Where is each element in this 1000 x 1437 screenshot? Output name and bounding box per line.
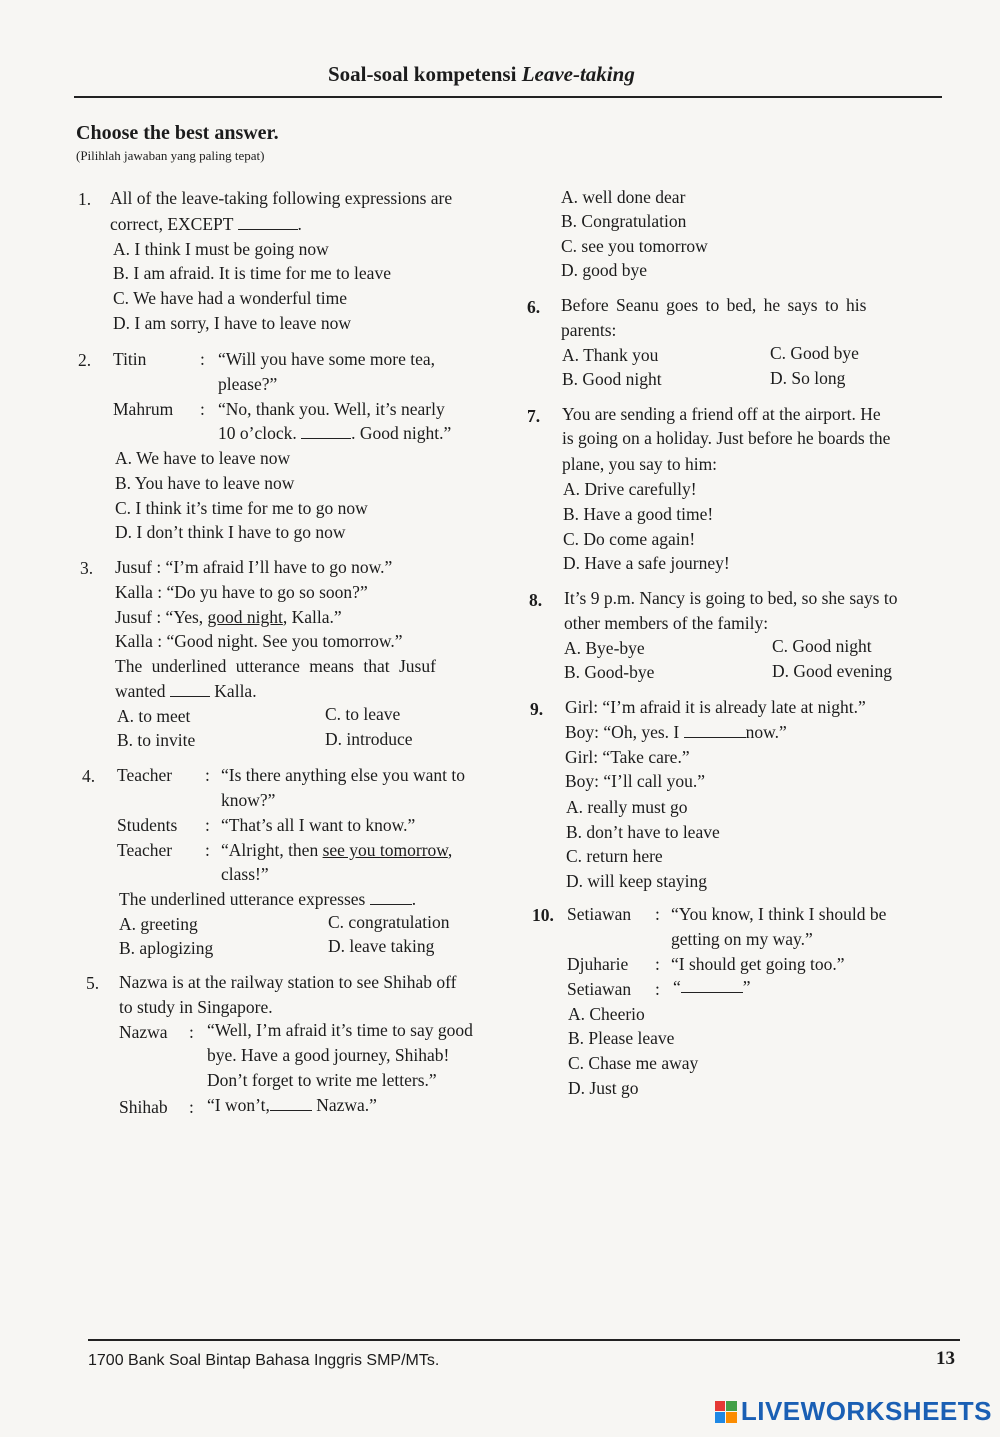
option-c[interactable]: C. return here — [566, 846, 663, 866]
instructions-sub: (Pilihlah jawaban yang paling tepat) — [76, 148, 265, 163]
speaker-label: Setiawan — [567, 979, 632, 999]
liveworksheets-badge-icon — [715, 1401, 737, 1423]
option-c[interactable]: C. see you tomorrow — [561, 236, 708, 256]
instructions-heading: Choose the best answer. — [76, 122, 279, 144]
colon: : — [205, 840, 210, 860]
question-number: 8. — [529, 590, 543, 610]
question-text: Nazwa is at the railway station to see Shihab off — [119, 972, 457, 992]
question-number: 10. — [532, 905, 554, 925]
footer-rule — [88, 1339, 960, 1341]
option-a[interactable]: A. well done dear — [561, 187, 686, 207]
option-b[interactable]: B. Good-bye — [564, 662, 655, 682]
speaker-label: Titin — [113, 349, 147, 369]
question-text: is going on a holiday. Just before he boards the — [562, 428, 891, 448]
speaker-label: Setiawan — [567, 904, 632, 924]
option-c[interactable]: C. to leave — [325, 704, 401, 724]
option-c[interactable]: C. Do come again! — [563, 529, 696, 549]
option-a[interactable]: A. Bye-bye — [564, 638, 645, 658]
dialogue-line: Kalla : “Do yu have to go so soon?” — [115, 582, 368, 602]
question-text: wanted Kalla. — [115, 681, 257, 701]
colon: : — [200, 349, 205, 369]
option-d[interactable]: D. will keep staying — [566, 871, 707, 891]
dialogue-line: Boy: “Oh, yes. I now.” — [565, 722, 787, 742]
option-d[interactable]: D. Good evening — [772, 661, 893, 681]
dialogue-line: “That’s all I want to know.” — [221, 815, 416, 835]
dialogue-line: “Will you have some more tea, — [218, 349, 435, 369]
speaker-label: Teacher — [117, 765, 173, 785]
footer-book-title: 1700 Bank Soal Bintap Bahasa Inggris SMP/MTs. — [88, 1352, 440, 1369]
dialogue-line: please?” — [218, 374, 278, 394]
dialogue-line: Girl: “Take care.” — [565, 747, 690, 767]
option-b[interactable]: B. You have to leave now — [115, 473, 295, 493]
dialogue-line: “ ” — [673, 977, 751, 997]
dialogue-line: Kalla : “Good night. See you tomorrow.” — [115, 631, 403, 651]
question-text: The underlined utterance means that Jusuf — [115, 656, 436, 676]
option-c[interactable]: C. congratulation — [328, 912, 450, 932]
option-d[interactable]: D. leave taking — [328, 936, 435, 956]
dialogue-line: class!” — [221, 864, 269, 884]
question-text: The underlined utterance expresses . — [119, 889, 417, 909]
option-b[interactable]: B. Please leave — [568, 1028, 675, 1048]
dialogue-line: getting on my way.” — [671, 929, 813, 949]
speaker-label: Students — [117, 815, 178, 835]
question-text: It’s 9 p.m. Nancy is going to bed, so she says to — [564, 588, 898, 608]
question-number: 6. — [527, 297, 541, 317]
dialogue-line: Boy: “I’ll call you.” — [565, 771, 705, 791]
dialogue-line: know?” — [221, 790, 276, 810]
dialogue-line: Jusuf : “I’m afraid I’ll have to go now.” — [115, 557, 393, 577]
dialogue-line: 10 o’clock. . Good night.” — [218, 423, 452, 443]
option-b[interactable]: B. don’t have to leave — [566, 822, 720, 842]
option-a[interactable]: A. Thank you — [562, 345, 659, 365]
option-b[interactable]: B. I am afraid. It is time for me to leave — [113, 263, 391, 283]
option-d[interactable]: D. good bye — [561, 260, 648, 280]
option-d[interactable]: D. I don’t think I have to go now — [115, 522, 346, 542]
liveworksheets-wordmark: LIVEWORKSHEETS — [740, 1396, 992, 1426]
option-b[interactable]: B. aplogizing — [119, 938, 214, 958]
option-b[interactable]: B. Congratulation — [561, 211, 687, 231]
option-b[interactable]: B. Good night — [562, 369, 662, 389]
option-a[interactable]: A. really must go — [566, 797, 688, 817]
question-number: 4. — [82, 766, 96, 786]
option-c[interactable]: C. We have had a wonderful time — [113, 288, 347, 308]
question-text: other members of the family: — [564, 613, 769, 633]
option-d[interactable]: D. So long — [770, 368, 846, 388]
colon: : — [205, 815, 210, 835]
colon: : — [655, 904, 660, 924]
option-a[interactable]: A. We have to leave now — [115, 448, 291, 468]
question-number: 3. — [80, 558, 94, 578]
option-a[interactable]: A. I think I must be going now — [113, 239, 329, 259]
dialogue-line: Jusuf : “Yes, good night, Kalla.” — [115, 607, 342, 627]
question-number: 5. — [86, 973, 100, 993]
option-b[interactable]: B. to invite — [117, 730, 196, 750]
speaker-label: Shihab — [119, 1097, 168, 1117]
option-c[interactable]: C. I think it’s time for me to go now — [115, 498, 368, 518]
colon: : — [189, 1022, 194, 1042]
dialogue-line: “You know, I think I should be — [671, 904, 887, 924]
colon: : — [200, 399, 205, 419]
dialogue-line: Don’t forget to write me letters.” — [207, 1070, 437, 1090]
option-d[interactable]: D. Just go — [568, 1078, 639, 1098]
colon: : — [189, 1097, 194, 1117]
option-d[interactable]: D. I am sorry, I have to leave now — [113, 313, 351, 333]
dialogue-line: bye. Have a good journey, Shihab! — [207, 1045, 450, 1065]
question-text: All of the leave-taking following expressions are — [110, 188, 453, 208]
dialogue-line: “I should get going too.” — [671, 954, 845, 974]
question-text: to study in Singapore. — [119, 997, 273, 1017]
question-text: Before Seanu goes to bed, he says to his — [561, 295, 867, 315]
speaker-label: Teacher — [117, 840, 173, 860]
page-title: Soal-soal kompetensi Leave-taking — [328, 62, 635, 86]
question-text: You are sending a friend off at the airport. He — [562, 404, 881, 424]
dialogue-line: “Alright, then see you tomorrow, — [221, 840, 453, 860]
question-number: 1. — [78, 189, 92, 209]
option-c[interactable]: C. Good night — [772, 636, 872, 656]
option-a[interactable]: A. to meet — [117, 706, 191, 726]
option-d[interactable]: D. Have a safe journey! — [563, 553, 730, 573]
liveworksheets-logo — [715, 1396, 992, 1427]
option-d[interactable]: D. introduce — [325, 729, 413, 749]
question-text: correct, EXCEPT . — [110, 214, 302, 234]
speaker-label: Djuharie — [567, 954, 629, 974]
question-number: 2. — [78, 350, 92, 370]
dialogue-line: “I won’t, Nazwa.” — [207, 1095, 377, 1115]
colon: : — [205, 765, 210, 785]
speaker-label: Mahrum — [113, 399, 174, 419]
dialogue-line: “Is there anything else you want to — [221, 765, 465, 785]
option-a[interactable]: A. Cheerio — [568, 1004, 645, 1024]
question-text: parents: — [561, 320, 617, 340]
colon: : — [655, 954, 660, 974]
option-b[interactable]: B. Have a good time! — [563, 504, 714, 524]
dialogue-line: Girl: “I’m afraid it is already late at night.” — [565, 697, 866, 717]
title-rule — [74, 96, 942, 98]
option-c[interactable]: C. Chase me away — [568, 1053, 699, 1073]
speaker-label: Nazwa — [119, 1022, 168, 1042]
page-number: 13 — [936, 1348, 955, 1369]
option-a[interactable]: A. Drive carefully! — [563, 479, 697, 499]
question-text: plane, you say to him: — [562, 454, 718, 474]
dialogue-line: “Well, I’m afraid it’s time to say good — [207, 1020, 473, 1040]
question-number: 9. — [530, 699, 544, 719]
dialogue-line: “No, thank you. Well, it’s nearly — [218, 399, 445, 419]
colon: : — [655, 979, 660, 999]
question-number: 7. — [527, 406, 541, 426]
option-c[interactable]: C. Good bye — [770, 343, 859, 363]
option-a[interactable]: A. greeting — [119, 914, 198, 934]
